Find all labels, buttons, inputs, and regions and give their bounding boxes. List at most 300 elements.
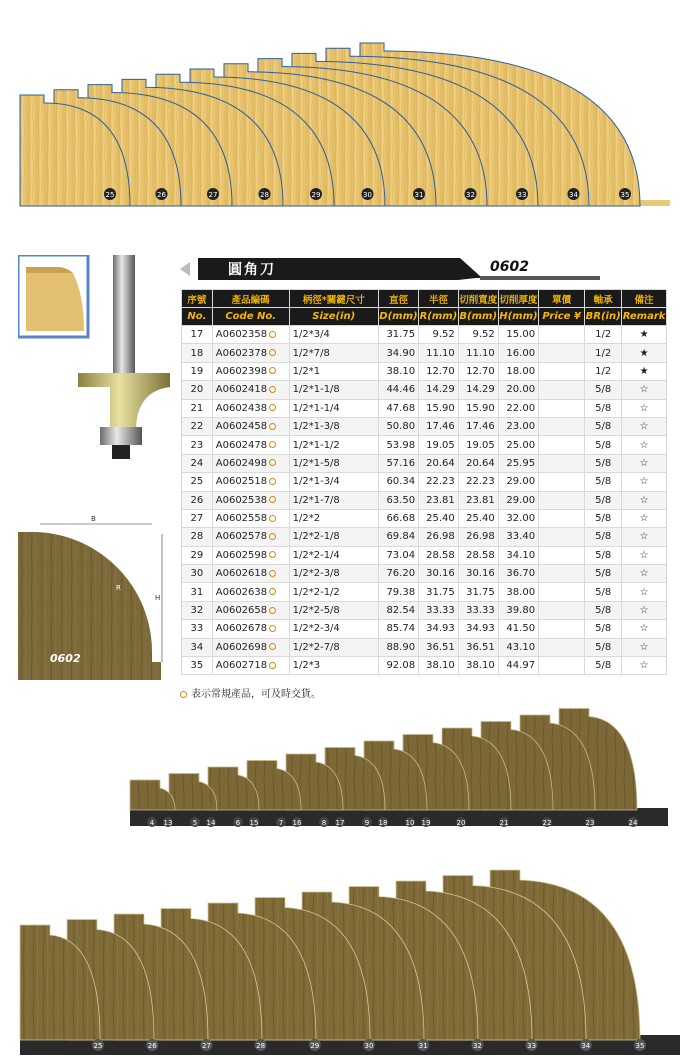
cell-remark: ☆ <box>622 473 667 491</box>
cell-d: 31.75 <box>378 326 418 344</box>
stock-dot-icon <box>180 691 187 698</box>
cell-price <box>539 509 585 527</box>
cell-size: 1/2*3/4 <box>289 326 378 344</box>
cell-b: 36.51 <box>458 638 498 656</box>
cell-code: A0602518 <box>212 473 289 491</box>
cell-remark: ★ <box>622 344 667 362</box>
cell-b: 34.93 <box>458 620 498 638</box>
cell-b: 30.16 <box>458 565 498 583</box>
cell-r: 38.10 <box>419 657 459 675</box>
dim-label-b: B <box>91 515 96 523</box>
table-row <box>182 565 667 583</box>
table-row <box>182 381 667 399</box>
table-row <box>182 344 667 362</box>
cell-r: 14.29 <box>419 381 459 399</box>
profile-number: 30 <box>363 191 372 199</box>
cell-h: 41.50 <box>498 620 538 638</box>
cell-d: 85.74 <box>378 620 418 638</box>
cell-h: 25.95 <box>498 454 538 472</box>
col-header-cn-1: 產品編碼 <box>212 290 289 308</box>
stock-dot-icon <box>269 625 276 632</box>
dim-label-h: H <box>155 594 161 602</box>
stock-dot-icon <box>269 515 276 522</box>
cell-br: 5/8 <box>585 417 622 435</box>
spec-table <box>181 289 667 675</box>
cell-h: 32.00 <box>498 509 538 527</box>
cell-h: 18.00 <box>498 362 538 380</box>
cell-price <box>539 326 585 344</box>
stock-dot-icon <box>269 588 276 595</box>
cell-b: 15.90 <box>458 399 498 417</box>
cell-b: 33.33 <box>458 601 498 619</box>
cell-remark: ★ <box>622 362 667 380</box>
cell-d: 88.90 <box>378 638 418 656</box>
table-row <box>182 491 667 509</box>
cell-size: 1/2*1-5/8 <box>289 454 378 472</box>
cell-br: 5/8 <box>585 381 622 399</box>
cell-d: 47.68 <box>378 399 418 417</box>
cell-no: 33 <box>182 620 213 638</box>
cell-code: A0602418 <box>212 381 289 399</box>
col-header-en-2: Size(in) <box>289 308 378 326</box>
cell-size: 1/2*2 <box>289 509 378 527</box>
cell-r: 12.70 <box>419 362 459 380</box>
stock-dot-icon <box>269 496 276 503</box>
cell-price <box>539 565 585 583</box>
cell-d: 79.38 <box>378 583 418 601</box>
cell-b: 11.10 <box>458 344 498 362</box>
cell-price <box>539 381 585 399</box>
profile-number: 9 <box>364 819 370 827</box>
cell-h: 25.00 <box>498 436 538 454</box>
cell-code: A0602358 <box>212 326 289 344</box>
cell-r: 17.46 <box>419 417 459 435</box>
profile-number: 23 <box>585 819 595 827</box>
cell-b: 28.58 <box>458 546 498 564</box>
cell-code: A0602598 <box>212 546 289 564</box>
profile-number: 20 <box>456 819 466 827</box>
cell-d: 69.84 <box>378 528 418 546</box>
stock-dot-icon <box>269 423 276 430</box>
cell-b: 12.70 <box>458 362 498 380</box>
table-row <box>182 601 667 619</box>
cell-r: 30.16 <box>419 565 459 583</box>
profile-number: 15 <box>249 819 259 827</box>
cell-no: 23 <box>182 436 213 454</box>
cell-r: 23.81 <box>419 491 459 509</box>
cell-d: 50.80 <box>378 417 418 435</box>
cell-code: A0602398 <box>212 362 289 380</box>
profile-number: 33 <box>517 191 527 199</box>
cell-h: 20.00 <box>498 381 538 399</box>
col-header-cn-3: 直徑 <box>378 290 418 308</box>
cell-remark: ☆ <box>622 565 667 583</box>
stock-dot-icon <box>269 533 276 540</box>
profile-number: 35 <box>620 191 630 199</box>
cell-remark: ☆ <box>622 638 667 656</box>
cell-d: 60.34 <box>378 473 418 491</box>
stock-dot-icon <box>269 478 276 485</box>
cell-remark: ☆ <box>622 620 667 638</box>
cell-h: 16.00 <box>498 344 538 362</box>
profile-number: 14 <box>206 819 216 827</box>
cell-price <box>539 436 585 454</box>
cell-no: 35 <box>182 657 213 675</box>
table-row <box>182 546 667 564</box>
cell-size: 1/2*7/8 <box>289 344 378 362</box>
cell-br: 5/8 <box>585 491 622 509</box>
profile-number: 8 <box>321 819 327 827</box>
cell-remark: ☆ <box>622 528 667 546</box>
col-header-cn-6: 切削厚度 <box>498 290 538 308</box>
cell-d: 76.20 <box>378 565 418 583</box>
cell-r: 9.52 <box>419 326 459 344</box>
cell-r: 22.23 <box>419 473 459 491</box>
col-header-en-0: No. <box>182 308 213 326</box>
cell-remark: ☆ <box>622 657 667 675</box>
cell-b: 22.23 <box>458 473 498 491</box>
cell-r: 19.05 <box>419 436 459 454</box>
cell-remark: ☆ <box>622 436 667 454</box>
cell-size: 1/2*1-3/8 <box>289 417 378 435</box>
cell-br: 5/8 <box>585 509 622 527</box>
cell-d: 66.68 <box>378 509 418 527</box>
profile-number: 5 <box>192 819 198 827</box>
profile-number: 34 <box>569 191 578 199</box>
cell-price <box>539 454 585 472</box>
stock-dot-icon <box>269 386 276 393</box>
cell-h: 39.80 <box>498 601 538 619</box>
cell-h: 36.70 <box>498 565 538 583</box>
cell-no: 18 <box>182 344 213 362</box>
cell-br: 5/8 <box>585 657 622 675</box>
cell-h: 29.00 <box>498 473 538 491</box>
cell-price <box>539 344 585 362</box>
cell-br: 1/2 <box>585 362 622 380</box>
stock-dot-icon <box>269 662 276 669</box>
profile-number: 29 <box>311 191 321 199</box>
profile-number: 25 <box>93 1042 103 1050</box>
table-row <box>182 436 667 454</box>
col-header-en-6: H(mm) <box>498 308 538 326</box>
stock-dot-icon <box>269 607 276 614</box>
cell-d: 82.54 <box>378 601 418 619</box>
cell-code: A0602438 <box>212 399 289 417</box>
product-title: 圓角刀 <box>228 262 276 278</box>
profile-number: 27 <box>208 191 218 199</box>
col-header-en-8: BR(in) <box>585 308 622 326</box>
cell-code: A0602658 <box>212 601 289 619</box>
cell-price <box>539 601 585 619</box>
table-row <box>182 528 667 546</box>
cell-h: 23.00 <box>498 417 538 435</box>
cell-no: 24 <box>182 454 213 472</box>
cell-h: 43.10 <box>498 638 538 656</box>
cell-code: A0602678 <box>212 620 289 638</box>
profile-number: 31 <box>414 191 424 199</box>
cell-br: 5/8 <box>585 620 622 638</box>
cell-b: 23.81 <box>458 491 498 509</box>
cell-size: 1/2*1-1/8 <box>289 381 378 399</box>
profile-number: 30 <box>364 1042 374 1050</box>
router-bit-illustration <box>18 255 178 465</box>
table-row <box>182 454 667 472</box>
cell-size: 1/2*2-3/8 <box>289 565 378 583</box>
cell-price <box>539 473 585 491</box>
profile-number: 32 <box>466 191 475 199</box>
cell-br: 5/8 <box>585 583 622 601</box>
footnote-text: 表示常規產品，可及時交貨。 <box>191 689 321 700</box>
cell-no: 17 <box>182 326 213 344</box>
profile-number: 21 <box>499 819 509 827</box>
stock-dot-icon <box>269 331 276 338</box>
table-row <box>182 399 667 417</box>
cell-size: 1/2*2-1/2 <box>289 583 378 601</box>
cell-r: 25.40 <box>419 509 459 527</box>
cell-remark: ☆ <box>622 491 667 509</box>
cell-h: 33.40 <box>498 528 538 546</box>
cell-d: 57.16 <box>378 454 418 472</box>
cell-r: 36.51 <box>419 638 459 656</box>
cell-no: 22 <box>182 417 213 435</box>
cell-price <box>539 546 585 564</box>
table-row <box>182 473 667 491</box>
col-header-en-3: D(mm) <box>378 308 418 326</box>
cell-code: A0602458 <box>212 417 289 435</box>
table-row <box>182 620 667 638</box>
cell-h: 44.97 <box>498 657 538 675</box>
profile-number: 29 <box>310 1042 320 1050</box>
table-row <box>182 509 667 527</box>
cell-code: A0602618 <box>212 565 289 583</box>
cell-price <box>539 491 585 509</box>
table-row <box>182 657 667 675</box>
profile-number: 33 <box>527 1042 537 1050</box>
cell-b: 25.40 <box>458 509 498 527</box>
table-row <box>182 638 667 656</box>
cell-size: 1/2*2-7/8 <box>289 638 378 656</box>
col-header-cn-5: 切削寬度 <box>458 290 498 308</box>
walnut-profile-0 <box>130 780 175 810</box>
cell-price <box>539 638 585 656</box>
cell-b: 26.98 <box>458 528 498 546</box>
cell-h: 15.00 <box>498 326 538 344</box>
cell-size: 1/2*1-3/4 <box>289 473 378 491</box>
col-header-en-1: Code No. <box>212 308 289 326</box>
stock-dot-icon <box>269 367 276 374</box>
middle-walnut-profiles <box>0 700 696 835</box>
cell-no: 20 <box>182 381 213 399</box>
cell-size: 1/2*2-1/8 <box>289 528 378 546</box>
profile-number: 24 <box>628 819 638 827</box>
cell-b: 9.52 <box>458 326 498 344</box>
cell-code: A0602718 <box>212 657 289 675</box>
profile-dimension-diagram <box>18 512 180 680</box>
profile-number: 6 <box>235 819 241 827</box>
profile-number: 26 <box>147 1042 157 1050</box>
cell-price <box>539 620 585 638</box>
dim-label-r: R <box>116 584 121 592</box>
col-header-cn-7: 單價 <box>539 290 585 308</box>
cell-size: 1/2*1-1/4 <box>289 399 378 417</box>
cell-r: 20.64 <box>419 454 459 472</box>
cell-br: 1/2 <box>585 326 622 344</box>
stock-dot-icon <box>269 551 276 558</box>
cell-no: 31 <box>182 583 213 601</box>
profile-number: 19 <box>421 819 431 827</box>
cell-code: A0602498 <box>212 454 289 472</box>
cell-price <box>539 362 585 380</box>
footnote <box>180 685 321 700</box>
cell-d: 73.04 <box>378 546 418 564</box>
cell-code: A0602578 <box>212 528 289 546</box>
cell-no: 34 <box>182 638 213 656</box>
cell-br: 5/8 <box>585 473 622 491</box>
cell-no: 21 <box>182 399 213 417</box>
table-row <box>182 362 667 380</box>
cell-remark: ☆ <box>622 417 667 435</box>
cell-d: 44.46 <box>378 381 418 399</box>
cell-no: 27 <box>182 509 213 527</box>
cell-d: 63.50 <box>378 491 418 509</box>
cell-no: 26 <box>182 491 213 509</box>
col-header-en-5: B(mm) <box>458 308 498 326</box>
cell-d: 38.10 <box>378 362 418 380</box>
cell-no: 29 <box>182 546 213 564</box>
cell-remark: ☆ <box>622 399 667 417</box>
cell-br: 5/8 <box>585 565 622 583</box>
profile-number: 22 <box>542 819 552 827</box>
cell-b: 38.10 <box>458 657 498 675</box>
cell-remark: ☆ <box>622 546 667 564</box>
cell-r: 11.10 <box>419 344 459 362</box>
profile-number: 28 <box>260 191 269 199</box>
col-header-cn-8: 軸承 <box>585 290 622 308</box>
product-code: 0602 <box>490 259 529 275</box>
diagram-code: 0602 <box>50 652 81 665</box>
stock-dot-icon <box>269 404 276 411</box>
profile-number: 7 <box>278 819 284 827</box>
cell-code: A0602538 <box>212 491 289 509</box>
col-header-cn-0: 序號 <box>182 290 213 308</box>
profile-number: 31 <box>418 1042 428 1050</box>
cell-b: 31.75 <box>458 583 498 601</box>
table-row <box>182 417 667 435</box>
profile-number: 17 <box>335 819 345 827</box>
cell-size: 1/2*2-1/4 <box>289 546 378 564</box>
col-header-en-9: Remark <box>622 308 667 326</box>
cell-remark: ☆ <box>622 381 667 399</box>
cell-price <box>539 583 585 601</box>
cell-remark: ☆ <box>622 601 667 619</box>
stock-dot-icon <box>269 643 276 650</box>
profile-number: 4 <box>149 819 155 827</box>
stock-dot-icon <box>269 349 276 356</box>
cell-code: A0602378 <box>212 344 289 362</box>
cell-size: 1/2*3 <box>289 657 378 675</box>
cell-br: 5/8 <box>585 638 622 656</box>
cell-remark: ☆ <box>622 583 667 601</box>
cell-remark: ★ <box>622 326 667 344</box>
profile-number: 35 <box>635 1042 645 1050</box>
cell-code: A0602558 <box>212 509 289 527</box>
cell-no: 32 <box>182 601 213 619</box>
col-header-cn-9: 備注 <box>622 290 667 308</box>
cell-code: A0602478 <box>212 436 289 454</box>
cell-b: 17.46 <box>458 417 498 435</box>
stock-dot-icon <box>269 459 276 466</box>
cell-remark: ☆ <box>622 454 667 472</box>
cell-h: 34.10 <box>498 546 538 564</box>
stock-dot-icon <box>269 441 276 448</box>
profile-number: 27 <box>201 1042 211 1050</box>
cell-size: 1/2*1 <box>289 362 378 380</box>
cell-remark: ☆ <box>622 509 667 527</box>
cell-b: 19.05 <box>458 436 498 454</box>
profile-number: 26 <box>157 191 166 199</box>
cell-d: 53.98 <box>378 436 418 454</box>
cell-r: 26.98 <box>419 528 459 546</box>
cell-r: 34.93 <box>419 620 459 638</box>
cell-price <box>539 528 585 546</box>
cell-br: 5/8 <box>585 546 622 564</box>
top-pine-profiles <box>0 0 696 215</box>
cell-price <box>539 399 585 417</box>
cell-no: 28 <box>182 528 213 546</box>
profile-number: 18 <box>378 819 388 827</box>
cell-r: 31.75 <box>419 583 459 601</box>
cell-h: 22.00 <box>498 399 538 417</box>
cell-br: 5/8 <box>585 528 622 546</box>
col-header-cn-4: 半徑 <box>419 290 459 308</box>
profile-number: 16 <box>292 819 302 827</box>
profile-number: 13 <box>163 819 173 827</box>
cell-size: 1/2*1-7/8 <box>289 491 378 509</box>
cell-price <box>539 657 585 675</box>
cell-size: 1/2*1-1/2 <box>289 436 378 454</box>
cell-h: 38.00 <box>498 583 538 601</box>
col-header-en-4: R(mm) <box>419 308 459 326</box>
profile-number: 28 <box>256 1042 266 1050</box>
cell-r: 28.58 <box>419 546 459 564</box>
profile-number: 32 <box>472 1042 482 1050</box>
profile-number: 25 <box>105 191 115 199</box>
stock-dot-icon <box>269 570 276 577</box>
col-header-cn-2: 柄徑*關鍵尺寸 <box>289 290 378 308</box>
cell-br: 5/8 <box>585 399 622 417</box>
bottom-walnut-profiles <box>0 860 696 1057</box>
cell-b: 14.29 <box>458 381 498 399</box>
cell-r: 15.90 <box>419 399 459 417</box>
profile-number: 10 <box>405 819 415 827</box>
cell-no: 19 <box>182 362 213 380</box>
profile-number: 34 <box>581 1042 591 1050</box>
cell-br: 1/2 <box>585 344 622 362</box>
table-row <box>182 326 667 344</box>
cell-d: 34.90 <box>378 344 418 362</box>
cell-size: 1/2*2-3/4 <box>289 620 378 638</box>
cell-br: 5/8 <box>585 436 622 454</box>
cell-code: A0602698 <box>212 638 289 656</box>
cell-size: 1/2*2-5/8 <box>289 601 378 619</box>
cell-br: 5/8 <box>585 601 622 619</box>
table-row <box>182 583 667 601</box>
cell-d: 92.08 <box>378 657 418 675</box>
cell-code: A0602638 <box>212 583 289 601</box>
cell-h: 29.00 <box>498 491 538 509</box>
cell-no: 25 <box>182 473 213 491</box>
col-header-en-7: Price ¥ <box>539 308 585 326</box>
